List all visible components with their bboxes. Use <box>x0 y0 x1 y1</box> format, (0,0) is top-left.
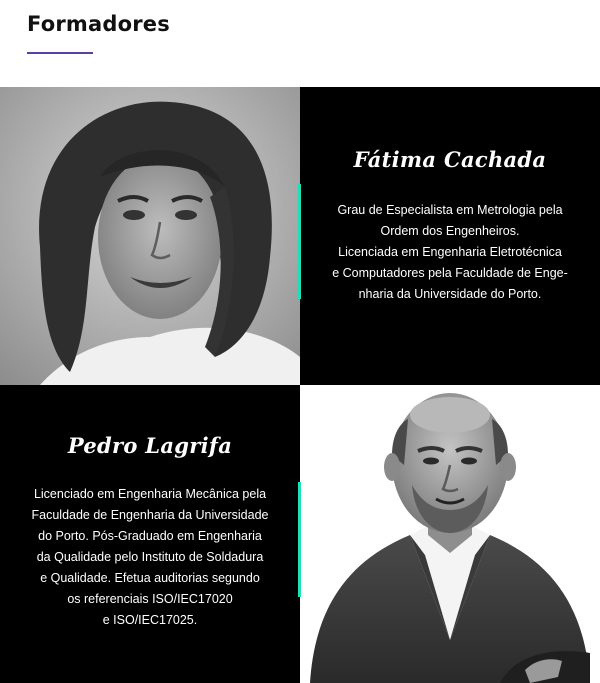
bio-line: do Porto. Pós-Graduado em Engenharia <box>38 529 262 543</box>
trainer-bio <box>300 200 600 305</box>
accent-line <box>298 482 301 597</box>
trainer-photo-fatima <box>0 87 300 385</box>
bio-line: Faculdade de Engenharia da Universidade <box>31 508 269 522</box>
bio-line: e Qualidade. Efetua auditorias segundo <box>40 571 260 585</box>
trainer-photo-pedro <box>300 385 600 683</box>
bio-line: e ISO/IEC17025. <box>102 613 198 627</box>
bio-line: Grau de Especialista em Metrologia pela <box>337 203 563 217</box>
trainer-bio <box>0 484 300 631</box>
trainer-name: Fátima Cachada <box>353 147 547 172</box>
trainer-name: Pedro Lagrifa <box>67 433 233 458</box>
bio-line: nharia da Universidade do Porto. <box>358 287 542 301</box>
bio-line: Licenciado em Engenharia Mecânica pela <box>33 487 267 501</box>
bio-line: os referenciais ISO/IEC17020 <box>67 592 233 606</box>
trainer-card-fatima <box>300 87 600 385</box>
section-title: Formadores <box>27 12 170 36</box>
bio-line: Ordem dos Engenheiros. <box>380 224 520 238</box>
section-header <box>0 0 600 87</box>
title-underline <box>27 52 93 54</box>
accent-line <box>298 184 301 299</box>
bio-line: da Qualidade pelo Instituto de Soldadura <box>36 550 264 564</box>
trainer-card-pedro <box>0 385 300 683</box>
bio-line: Licenciada em Engenharia Eletrotécnica <box>338 245 562 259</box>
bio-line: e Computadores pela Faculdade de Enge- <box>332 266 568 280</box>
